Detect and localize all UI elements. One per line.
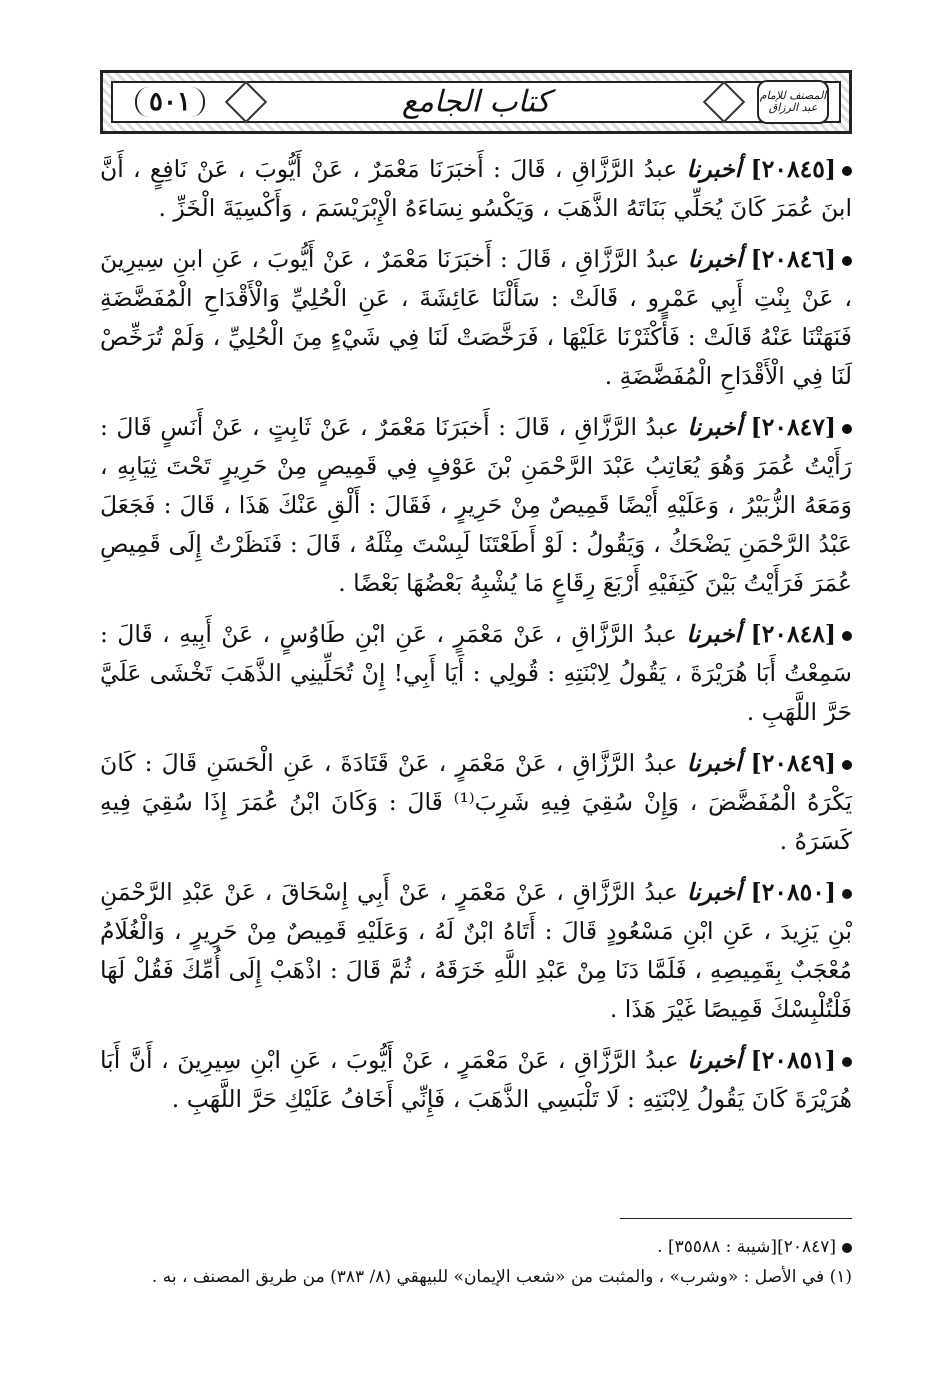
hadith-20848: [100, 615, 852, 732]
hadith-text: عبدُ الرَّزَّاقِ ، عَنْ مَعْمَرٍ ، عَنْ قَتَادَةَ ، عَنِ الْحَسَنِ قَالَ : كَانَ يَكْرَهُ الْمُفَضَّضَ ، وَإِنْ سُقِيَ فِيهِ شَرِبَ⁽¹⁾ قَالَ : وَكَانَ ابْنُ عُمَرَ إِذَا سُقِيَ فِيهِ كَسَرَهُ .: [100, 749, 852, 855]
hadith-20845: [100, 150, 852, 228]
akhbarana-word: أخبرنا: [687, 245, 743, 273]
hadith-number: [٢٠٨٤٩]: [750, 749, 836, 777]
bullet-icon: [842, 760, 852, 770]
hadith-20846: [100, 240, 852, 396]
akhbarana-word: أخبرنا: [686, 878, 742, 906]
page-header: [100, 70, 852, 134]
ornament-icon: [703, 81, 745, 123]
hadith-text: عبدُ الرَّزَّاقِ ، عَنْ مَعْمَرٍ ، عَنْ أَيُّوبَ ، عَنِ ابْنِ سِيرِينَ ، أَنَّ أَبَا هُرَيْرَةَ كَانَ يَقُولُ لِابْنَتِهِ : لَا تَلْبَسِي الذَّهَبَ ، فَإِنِّي أَخَافُ عَلَيْكِ حَرَّ اللَّهَبِ .: [100, 1046, 852, 1113]
hadith-20851: [100, 1041, 852, 1119]
footnote-ref-text: [شيبة : ٣٥٥٨٨] .: [657, 1237, 778, 1257]
hadith-20849: [100, 744, 852, 861]
hadith-text: عبدُ الرَّزَّاقِ ، قَالَ : أَخبَرَنَا مَعْمَرٌ ، عَنْ ثَابِتٍ ، عَنْ أَنَسٍ قَالَ : رَأَيْتُ عُمَرَ وَهُوَ يُعَاتِبُ عَبْدَ الرَّحْمَنِ بْنَ عَوْفٍ فِي قَمِيصٍ مِنْ حَرِيرٍ تَحْتَ ثِيَابِهِ ، وَمَعَهُ الزُّبَيْرُ ، وَعَلَيْهِ أَيْضًا قَمِيصٌ مِنْ حَرِيرٍ ، فَقَالَ : أَلْقِ عَنْكَ هَذَا ، قَالَ : فَجَعَلَ عَبْدُ الرَّحْمَنِ يَضْحَكُ ، وَيَقُولُ : لَوْ أَطَعْتَنَا لَبِسْتَ مِثْلَهُ ، قَالَ : فَنَظَرْتُ إِلَى قَمِيصِ عُمَرَ فَرَأَيْتُ بَيْنَ كَتِفَيْهِ أَرْبَعَ رِقَاعٍ مَا يُشْبِهُ بَعْضُهَا بَعْضًا .: [100, 413, 852, 597]
hadith-20850: [100, 873, 852, 1029]
hadith-number: [٢٠٨٤٥]: [750, 155, 836, 183]
hadith-text: عبدُ الرَّزَّاقِ ، عَنْ مَعْمَرٍ ، عَنْ أَبِي إِسْحَاقَ ، عَنْ عَبْدِ الرَّحْمَنِ بْنِ يَزِيدَ ، عَنِ ابْنِ مَسْعُودٍ قَالَ : أَتَاهُ ابْنٌ لَهُ ، وَعَلَيْهِ قَمِيصٌ مِنْ حَرِيرٍ ، وَالْغُلَامُ مُعْجَبٌ بِقَمِيصِهِ ، فَلَمَّا دَنَا مِنْ عَبْدِ اللَّهِ خَرَقَهُ ، ثُمَّ قَالَ : اذْهَبْ إِلَى أُمِّكَ فَقُلْ لَهَا فَلْتُلْبِسْكَ قَمِيصًا غَيْرَ هَذَا .: [100, 878, 852, 1023]
footnote-divider: [620, 1218, 852, 1219]
bullet-icon: [842, 889, 852, 899]
ornament-icon: [225, 81, 267, 123]
akhbarana-word: أخبرنا: [686, 749, 742, 777]
hadith-text: عبدُ الرَّزَّاقِ ، عَنْ مَعْمَرٍ ، عَنِ ابْنِ طَاوُسٍ ، عَنْ أَبِيهِ ، قَالَ : سَمِعْتُ أَبَا هُرَيْرَةَ ، يَقُولُ لِابْنَتِهِ : قُولِي : أَيَا أَبِي! إِنْ تُحَلِّينِي الذَّهَبَ تَخْشَى عَلَيَّ حَرَّ اللَّهَبِ .: [100, 620, 852, 726]
bullet-icon: [842, 631, 852, 641]
bullet-icon: [842, 166, 852, 176]
hadith-number: [٢٠٨٤٨]: [750, 620, 836, 648]
header-frame: [111, 81, 841, 123]
main-text: [100, 150, 852, 1131]
footnote-ref-number: [٢٠٨٤٧]: [777, 1237, 836, 1257]
hadith-number: [٢٠٨٤٧]: [750, 413, 836, 441]
footnote-1: (١) في الأصل : «وشرب» ، والمثبت من «شعب الإيمان» للبيهقي (٨/ ٣٨٣) من طريق المصنف ، به .: [151, 1267, 852, 1287]
bullet-icon: [842, 1243, 852, 1253]
footnotes: [100, 1232, 852, 1292]
book-title: كتاب الجامع: [401, 84, 551, 120]
bullet-icon: [842, 1057, 852, 1067]
akhbarana-word: أخبرنا: [687, 1046, 743, 1074]
hadith-number: [٢٠٨٤٦]: [750, 245, 836, 273]
hadith-number: [٢٠٨٥٠]: [750, 878, 836, 906]
hadith-20847: [100, 408, 852, 603]
bullet-icon: [842, 424, 852, 434]
hadith-number: [٢٠٨٥١]: [750, 1046, 836, 1074]
hadith-text: عبدُ الرَّزَّاقِ ، قَالَ : أَخبَرَنَا مَعْمَرٌ ، عَنْ أَيُّوبَ ، عَنْ نَافِعٍ ، أَنَّ ابنَ عُمَرَ كَانَ يُحَلِّي بَنَاتَهُ الذَّهَبَ ، وَيَكْسُو نِسَاءَهُ الْإِبْرَيْسَمَ ، وَأَكْسِيَةَ الْخَزِّ .: [100, 155, 852, 222]
page-number: ٥٠١: [135, 87, 205, 117]
publisher-seal: المصنف للإمام عبد الرزاق: [757, 80, 829, 124]
akhbarana-word: أخبرنا: [686, 620, 742, 648]
footnote-reference: [100, 1232, 852, 1262]
hadith-text: عبدُ الرَّزَّاقِ ، قَالَ : أَخبَرَنَا مَعْمَرٌ ، عَنْ أَيُّوبَ ، عَنِ ابنِ سِيرِينَ ، عَنْ بِنْتِ أَبِي عَمْرٍو ، قَالَتْ : سَأَلْنَا عَائِشَةَ ، عَنِ الْحُلِيِّ وَالْأَقْدَاحِ الْمُفَضَّضَةِ فَنَهَتْنَا عَنْهُ قَالَتْ : فَأَكْثَرْنَا عَلَيْهَا ، فَرَخَّصَتْ لَنَا فِي شَيْءٍ مِنَ الْحُلِيِّ ، وَلَمْ تُرَخِّصْ لَنَا فِي الْأَقْدَاحِ الْمُفَضَّضَةِ .: [100, 245, 852, 390]
akhbarana-word: أخبرنا: [687, 413, 743, 441]
bullet-icon: [842, 256, 852, 266]
akhbarana-word: أخبرنا: [686, 155, 742, 183]
